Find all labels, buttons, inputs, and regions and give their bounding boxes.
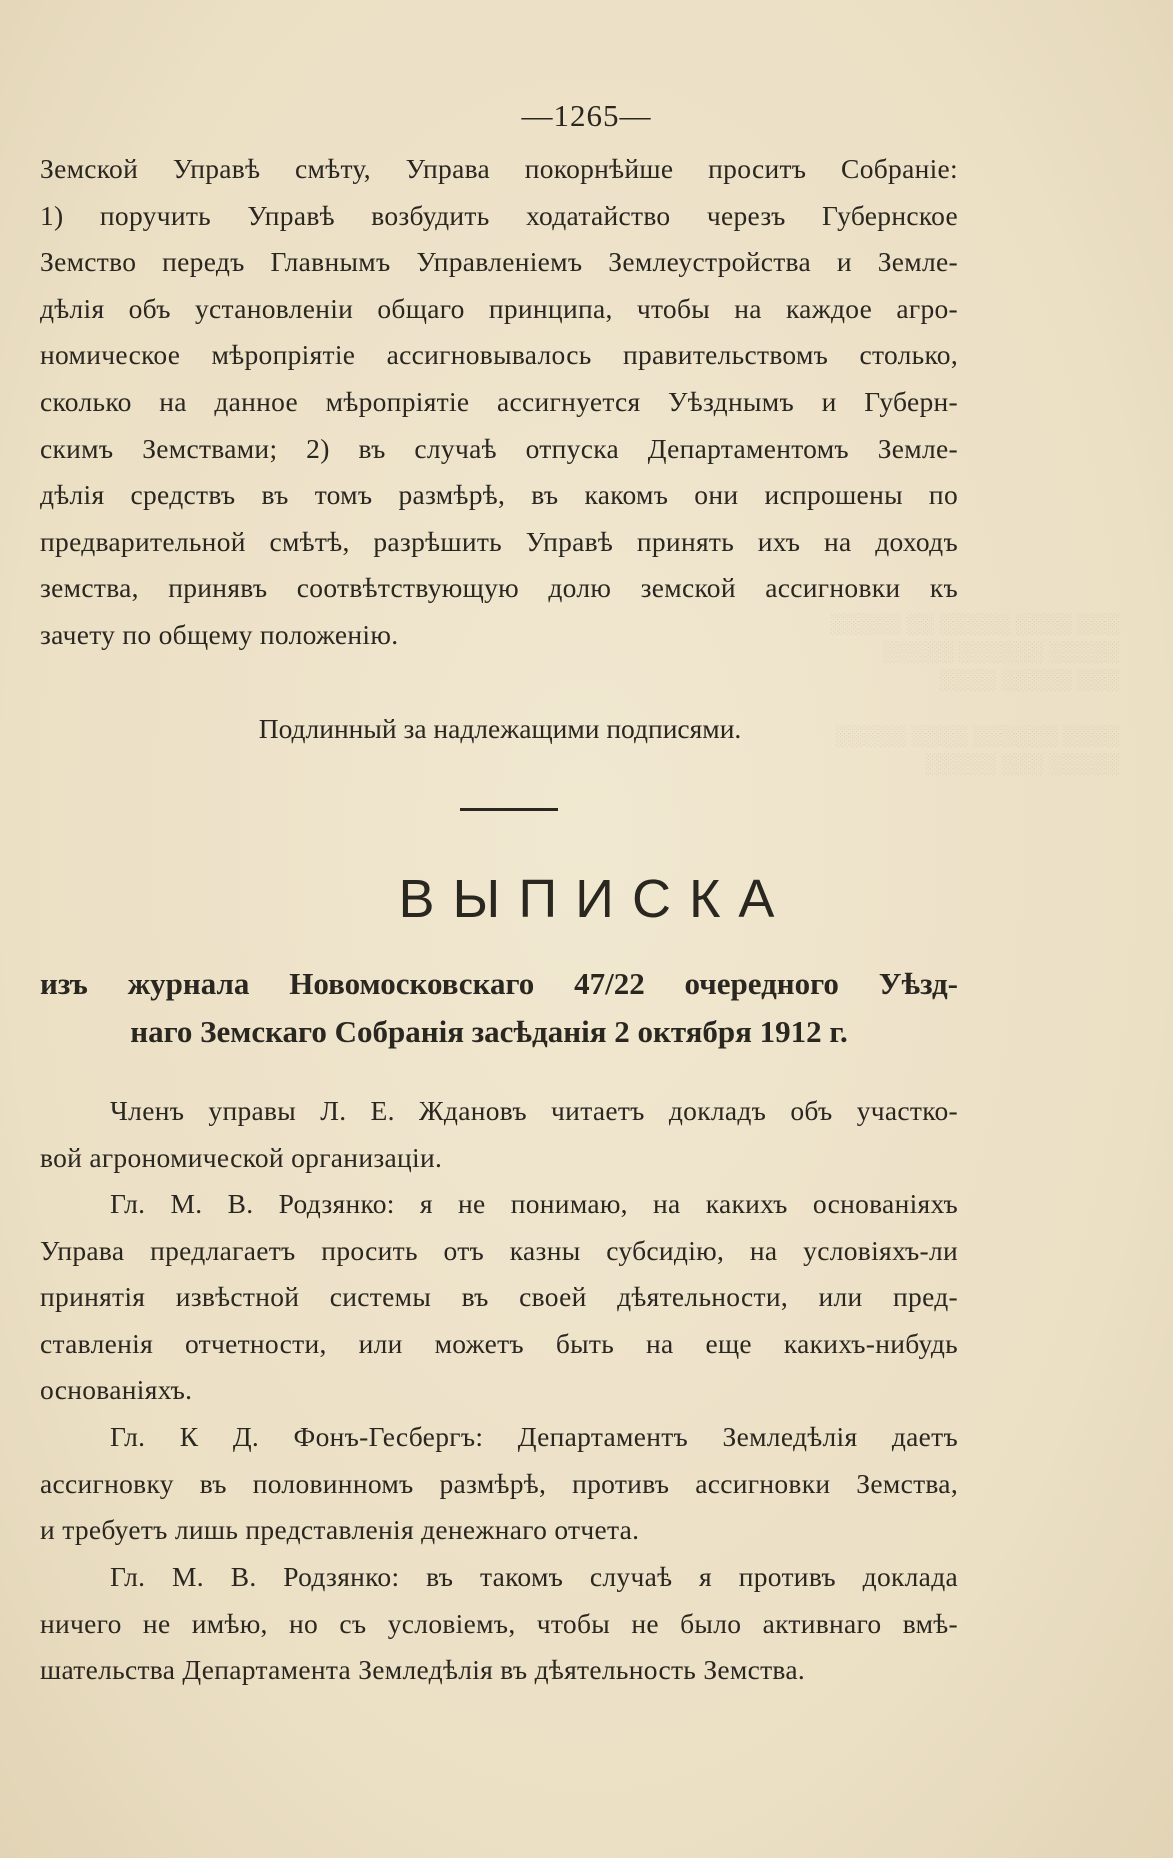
text-line: дѣлія объ установленіи общаго принципа, чтобы на каждое агро- — [40, 292, 958, 324]
text-line: ставленія отчетности, или можетъ быть на еще какихъ-нибудь — [40, 1327, 958, 1359]
text-line: сколько на данное мѣропріятіе ассигнуется Уѣзднымъ и Губерн- — [40, 385, 958, 417]
text-line: зачету по общему положенію. — [40, 618, 399, 650]
text-line: земства, принявъ соотвѣтствующую долю земской ассигновки къ — [40, 572, 958, 604]
text-line: Гл. М. В. Родзянко: въ такомъ случаѣ я противъ доклада — [110, 1561, 958, 1592]
text-line: Земской Управѣ смѣту, Управа покорнѣйше проситъ Собраніе: — [40, 153, 958, 184]
bleed-through-texture: ░░░ ░░░░ ░░░░░ ░░ ░░░░░ ░░░░░ ░░░░░░ ░░░░░ ░░░ ░░░░░ ░░░░ ░░░░ ░░░░░░ ░░░░ ░░░░░ ░░░░░ ░░░ ░░░░░ — [830, 613, 1120, 775]
paragraph-rodzyanko-question — [40, 1181, 958, 1414]
text-line: предварительной смѣтѣ, разрѣшить Управѣ принять ихъ на доходъ — [40, 525, 958, 557]
section-title: ВЫПИСКА — [398, 869, 793, 929]
text-line: Членъ управы Л. Е. Ждановъ читаетъ докладъ объ участко- — [110, 1095, 958, 1126]
text-line: Гл. К Д. Фонъ-Гесбергъ: Департаментъ Земледѣлія даетъ — [110, 1421, 958, 1452]
paragraph-petition — [40, 146, 958, 659]
paragraph-rodzyanko-conclusion — [40, 1554, 958, 1694]
text-line: номическое мѣропріятіе ассигновывалось правительствомъ столько, — [40, 339, 958, 371]
text-line: и требуетъ лишь представленія денежнаго отчета. — [40, 1514, 640, 1546]
text-line: ничего не имѣю, но съ условіемъ, чтобы не было активнаго вмѣ- — [40, 1607, 958, 1639]
section-divider — [460, 808, 558, 811]
subtitle-line: наго Земскаго Собранія засѣданія 2 октября 1912 г. — [130, 1014, 848, 1049]
paragraph-gesberg-reply — [40, 1414, 958, 1554]
subtitle-line: изъ журнала Новомосковскаго 47/22 очередного Уѣзд- — [40, 966, 958, 1001]
paragraph-report — [40, 1088, 958, 1181]
text-line: Гл. М. В. Родзянко: я не понимаю, на какихъ основаніяхъ — [110, 1188, 958, 1219]
text-line: вой агрономической организаціи. — [40, 1141, 443, 1173]
text-line: Управа предлагаетъ просить отъ казны субсидію, на условіяхъ-ли — [40, 1234, 958, 1266]
signature-note: Подлинный за надлежащими подписями. — [258, 713, 742, 744]
text-line: принятія извѣстной системы въ своей дѣятельности, или пред- — [40, 1281, 958, 1313]
text-line: дѣлія средствъ въ томъ размѣрѣ, въ какомъ они испрошены по — [40, 479, 958, 511]
text-line: 1) поручить Управѣ возбудить ходатайство черезъ Губернское — [40, 199, 958, 231]
text-line: ассигновку въ половинномъ размѣрѣ, противъ ассигновки Земства, — [40, 1467, 958, 1499]
page-number: —1265— — [521, 98, 652, 133]
text-line: скимъ Земствами; 2) въ случаѣ отпуска Департаментомъ Земле- — [40, 432, 958, 464]
text-line: основаніяхъ. — [40, 1374, 193, 1406]
text-line: Земство передъ Главнымъ Управленіемъ Землеустройства и Земле- — [40, 246, 958, 278]
section-subtitle — [40, 960, 958, 1056]
text-line: шательства Департамента Земледѣлія въ дѣятельность Земства. — [40, 1654, 806, 1686]
